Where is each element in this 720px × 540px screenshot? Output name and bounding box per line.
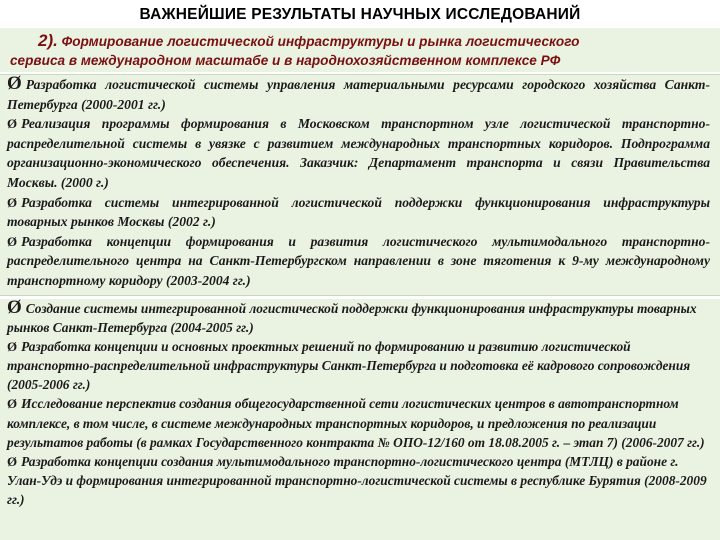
list-item <box>7 114 710 192</box>
arrow-bullet-icon: Ø <box>7 339 18 355</box>
page-title: ВАЖНЕЙШИЕ РЕЗУЛЬТАТЫ НАУЧНЫХ ИССЛЕДОВАНИЙ <box>139 6 581 23</box>
list-item <box>7 232 710 291</box>
arrow-bullet-icon: Ø <box>7 73 22 94</box>
list-item <box>7 75 710 114</box>
list-item-text: Разработка концепции формирования и развития логистического мультимодального транспортно-распределительного центра на Санкт-Петербургском направлении в зоне тяготения к 9-му международному транспортному коридору (2003-2004 гг.) <box>7 233 710 288</box>
results-block-2 <box>0 299 720 540</box>
subtitle-band <box>0 28 720 72</box>
arrow-bullet-icon: Ø <box>7 453 18 469</box>
list-item-text: Создание системы интегрированной логистической поддержки функционирования инфраструктуры товарных рынков Санкт-Петербурга (2004-2005 гг.) <box>7 301 697 336</box>
arrow-bullet-icon: Ø <box>7 233 18 249</box>
list-item <box>7 299 710 337</box>
list-item <box>7 193 710 232</box>
list-item-text: Разработка логистической системы управления материальными ресурсами городского хозяйства Санкт-Петербурга (2000-2001 гг.) <box>7 77 710 112</box>
arrow-bullet-icon: Ø <box>7 297 22 318</box>
arrow-bullet-icon: Ø <box>7 194 18 210</box>
list-item <box>7 394 710 451</box>
subtitle-line-1 <box>38 30 579 52</box>
list-item-text: Разработка концепции создания мультимодального транспортно-логистического центра (МТЛЦ) в районе г. Улан-Удэ и формирования интегрированной транспортно-логистической системы в республике Бурятия (2008-2009 гг.) <box>7 453 707 507</box>
list-item-text: Реализация программы формирования в Московском транспортном узле логистической транспортно-распределительной системы в увязке с развитием международных транспортных коридоров. Подпрограмма организационно-экономического обеспечения. Заказчик: Департамент транспорта и связи Правительства Москвы. (2000 г.) <box>7 116 710 190</box>
arrow-bullet-icon: Ø <box>7 396 18 412</box>
results-block-1 <box>0 74 720 296</box>
subtitle-text-1: Формирование логистической инфраструктуры и рынка логистического <box>61 34 580 49</box>
list-item <box>7 337 710 394</box>
arrow-bullet-icon: Ø <box>7 116 18 132</box>
subtitle-line-2: сервиса в международном масштабе и в народнохозяйственном комплексе РФ <box>10 53 561 68</box>
list-item-text: Разработка концепции и основных проектных решений по формированию и развитию логистической транспортно-распределительной инфраструктуры Санкт-Петербурга и подготовка её кадрового сопровождения (2005-2006 гг.) <box>7 339 691 393</box>
subtitle-number: 2). <box>38 31 58 50</box>
list-item-text: Разработка системы интегрированной логистической поддержки функционирования инфраструктуры товарных рынков Москвы (2002 г.) <box>7 194 710 230</box>
list-item-text: Исследование перспектив создания общегосударственной сети логистических центров в автотранспортном комплексе, в том числе, в системе международных транспортных коридоров, и предложения по реализации результатов работы (в рамках Государственного контракта № ОПО-12/160 от 18.08.2005 г. – этап 7) (2006-2007 гг.) <box>7 396 705 450</box>
list-item <box>7 452 710 509</box>
